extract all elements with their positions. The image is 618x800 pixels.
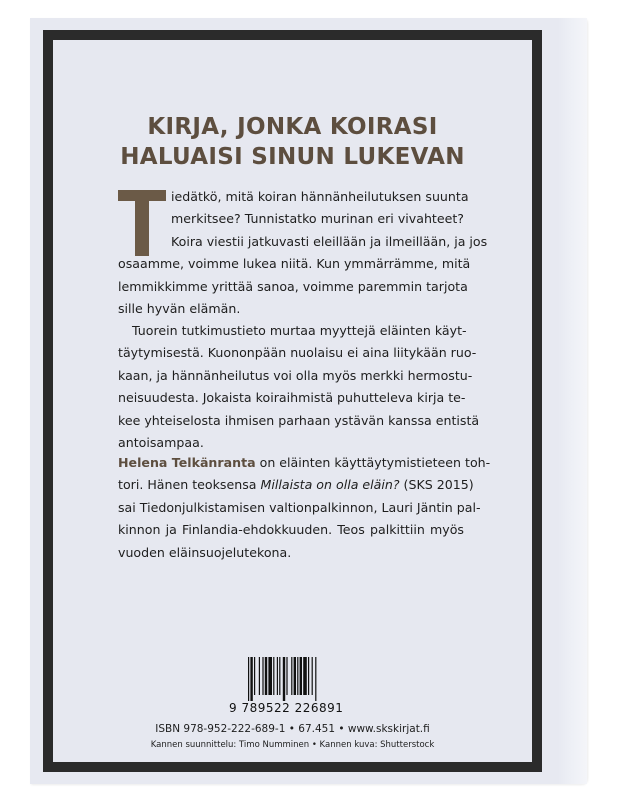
- black-frame: [43, 30, 542, 772]
- text-line: kee yhteiselosta ihmisen parhaan ystävän kanssa entistä: [118, 412, 480, 428]
- text-line: neisuudesta. Jokaista koiraihmistä puhutteleva kirja te-: [118, 390, 466, 406]
- barcode-bar: [312, 657, 313, 695]
- paragraph-research: [118, 320, 480, 454]
- drop-cap-t: [118, 190, 166, 256]
- barcode-bar: [315, 657, 316, 701]
- barcode-bar: [268, 657, 272, 695]
- barcode-bar: [283, 657, 285, 701]
- book-back-cover: [30, 18, 587, 784]
- text-line: merkitsee? Tunnistatko murinan eri vivahteet?: [171, 211, 464, 227]
- credits-line: Kannen suunnittelu: Timo Numminen • Kannen kuva: Shutterstock: [150, 740, 435, 750]
- cover-title: [53, 112, 532, 172]
- text-line: [118, 452, 491, 474]
- text-line: kaan, ja hännänheilutus voi olla myös merkki hermostu-: [118, 367, 473, 383]
- barcode-bar: [265, 657, 267, 695]
- barcode-bar: [277, 657, 278, 695]
- text-fragment: tori. Hänen teoksensa: [118, 477, 261, 493]
- text-fragment: on eläinten käyttäytymistieteen toh-: [255, 455, 491, 470]
- title-line: HALUAISI SINUN LUKEVAN: [120, 144, 465, 170]
- barcode-bar: [248, 657, 249, 701]
- text-line: vuoden eläinsuojelutekona.: [118, 544, 292, 560]
- barcode-bar: [262, 657, 263, 695]
- text-line: sai Tiedonjulkistamisen valtionpalkinnon, Lauri Jäntin pal-: [118, 499, 481, 515]
- text-line: antoisampaa.: [118, 435, 204, 451]
- text-line: iedätkö, mitä koiran hännänheilutuksen suunta: [171, 189, 469, 204]
- barcode-bar: [297, 657, 298, 695]
- text-line: Tuorein tutkimustieto murtaa myyttejä eläinten käyt-: [132, 323, 467, 338]
- author-name: Helena Telkänranta: [118, 455, 256, 470]
- text-line: täytymisestä. Kuononpään nuolaisu ei aina liitykään ruo-: [118, 345, 477, 361]
- paragraph-author-bio: [118, 452, 491, 564]
- barcode-bar: [303, 657, 307, 695]
- barcode-bar: [259, 657, 260, 695]
- text-line: osaamme, voimme lukea niitä. Kun ymmärrämme, mitä: [118, 256, 471, 272]
- text-line: [118, 474, 474, 496]
- text-line: kinnon ja Finlandia-ehdokkuuden. Teos palkittiin myös: [118, 522, 464, 538]
- barcode-bar: [308, 657, 309, 695]
- title-line: KIRJA, JONKA KOIRASI: [147, 114, 438, 140]
- isbn-line: ISBN 978-952-222-689-1 • 67.451 • www.skskirjat.fi: [155, 723, 430, 735]
- text-line: sille hyvän elämän.: [118, 301, 241, 317]
- barcode-bar: [286, 657, 287, 695]
- barcode-bar: [279, 657, 280, 695]
- barcode-bar: [254, 657, 255, 695]
- barcode-bar: [291, 657, 292, 695]
- barcode-bar: [273, 657, 274, 695]
- barcode-digits: 9 789522 226891: [229, 701, 344, 715]
- text-fragment: (SKS 2015): [399, 477, 474, 493]
- book-spine: [558, 18, 587, 784]
- barcode: [248, 657, 344, 701]
- text-line: Koira viestii jatkuvasti eleillään ja ilmeillään, ja jos: [171, 233, 488, 249]
- barcode-bar: [300, 657, 302, 695]
- barcode-bar: [250, 657, 252, 701]
- paragraph-intro: [118, 186, 488, 320]
- text-line: lemmikkimme yrittää sanoa, voimme paremmin tarjota: [118, 278, 468, 294]
- barcode-bar: [294, 657, 296, 695]
- book-title-italic: Millaista on olla eläin?: [260, 477, 400, 493]
